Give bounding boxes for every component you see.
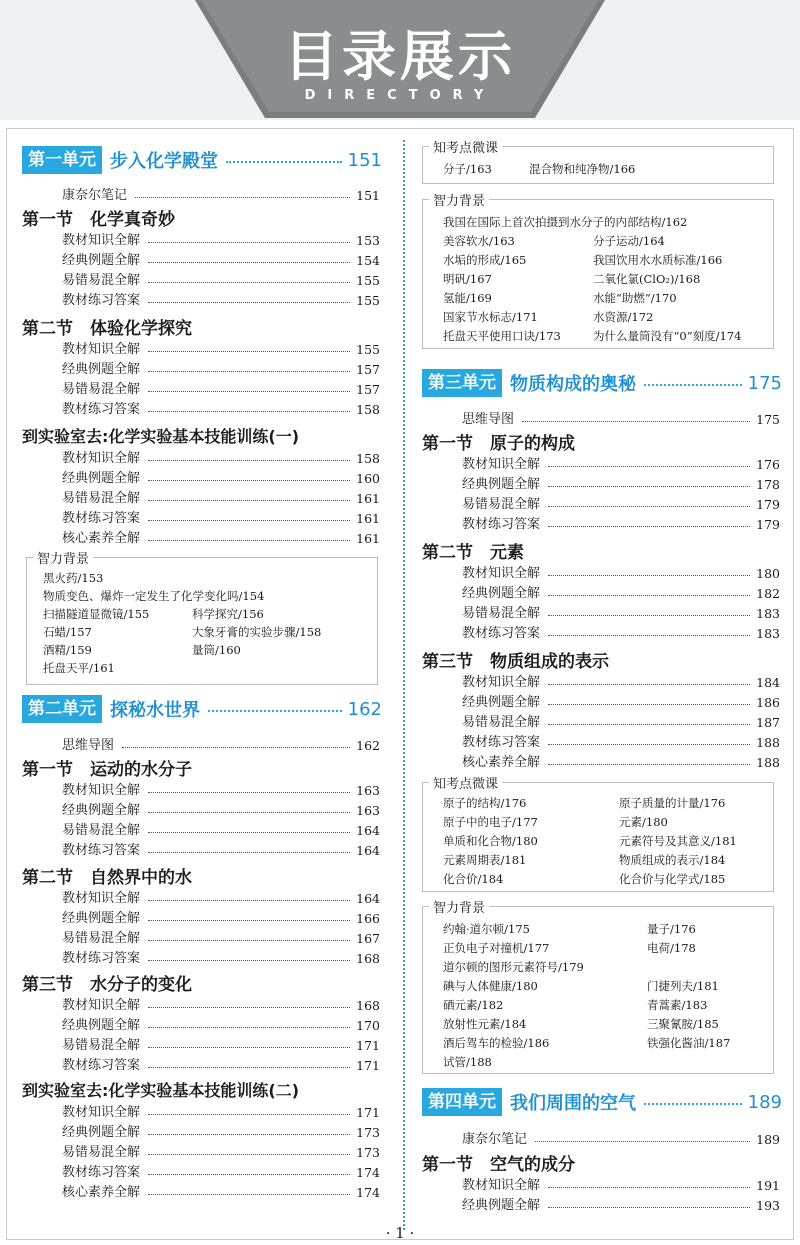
header-banner: [0, 0, 800, 120]
entry-label: 易错易混全解: [462, 497, 541, 512]
unit-page: 151: [347, 149, 382, 171]
leader-dots: [148, 1047, 350, 1048]
entry-page: 189: [756, 1132, 780, 1147]
entry-page: 176: [756, 457, 780, 472]
entry-label: 思维导图: [462, 412, 515, 427]
entry-page: 171: [356, 1038, 380, 1053]
leader-dots: [548, 704, 750, 705]
section-heading[interactable]: 到实验室去:化学实验基本技能训练(二): [22, 1081, 300, 1100]
box-item: 水垢的形成/165: [443, 253, 527, 267]
leader-dots: [148, 460, 350, 461]
box-item: 分子运动/164: [593, 234, 665, 248]
unit-page: 189: [747, 1091, 782, 1113]
box-item: 电荷/178: [647, 941, 696, 955]
entry-label: 教材知识全解: [62, 1105, 141, 1120]
entry-label: 经典例题全解: [462, 695, 541, 710]
entry-page: 158: [356, 402, 380, 417]
box-item: 氢能/169: [443, 291, 492, 305]
toc-entry[interactable]: [422, 452, 780, 472]
toc-entry[interactable]: [22, 993, 380, 1013]
leader-dots: [644, 1095, 742, 1105]
toc-entry[interactable]: [22, 288, 380, 308]
entry-page: 187: [756, 715, 780, 730]
leader-dots: [148, 940, 350, 941]
box-item: 门捷列夫/181: [647, 979, 719, 993]
box-item: 托盘天平/161: [43, 661, 115, 675]
entry-label: 经典例题全解: [62, 253, 141, 268]
box-item: 物质组成的表示/184: [619, 853, 726, 867]
entry-page: 191: [756, 1178, 780, 1193]
entry-label: 经典例题全解: [462, 586, 541, 601]
entry-label: 教材练习答案: [62, 1165, 141, 1180]
header-title: 目录展示: [284, 25, 516, 88]
entry-page: 157: [356, 382, 380, 397]
entry-page: 173: [356, 1145, 380, 1160]
toc-entry[interactable]: [22, 1100, 380, 1120]
box-item: 化合价与化学式/185: [619, 872, 726, 886]
leader-dots: [148, 500, 350, 501]
toc-entry[interactable]: [422, 601, 780, 621]
toc-entry[interactable]: [22, 1180, 380, 1200]
leader-dots: [548, 466, 750, 467]
entry-label: 教材练习答案: [62, 843, 141, 858]
toc-entry[interactable]: [22, 798, 380, 818]
entry-label: 易错易混全解: [62, 931, 141, 946]
box-item: 道尔顿的图形元素符号/179: [443, 960, 584, 974]
box-item: 量筒/160: [192, 643, 241, 657]
box-item: 铁强化酱油/187: [647, 1036, 731, 1050]
leader-dots: [548, 575, 750, 576]
section-heading[interactable]: 第一节 空气的成分: [422, 1155, 575, 1175]
box-item: 正负电子对撞机/177: [443, 941, 550, 955]
entry-label: 经典例题全解: [62, 1125, 141, 1140]
box-item: 化合价/184: [443, 872, 504, 886]
leader-dots: [148, 900, 350, 901]
unit-heading[interactable]: [422, 1087, 782, 1117]
box-item: 三聚氰胺/185: [647, 1017, 719, 1031]
box-title: 知考点微课: [429, 137, 502, 156]
toc-entry[interactable]: [422, 1173, 780, 1193]
entry-page: 179: [756, 497, 780, 512]
entry-label: 思维导图: [62, 738, 115, 753]
leader-dots: [548, 684, 750, 685]
entry-label: 教材知识全解: [462, 675, 541, 690]
entry-label: 教材练习答案: [462, 626, 541, 641]
box-item: 原子质量的计量/176: [619, 796, 726, 810]
unit-title: 步入化学殿堂: [110, 151, 218, 172]
toc-entry[interactable]: [22, 377, 380, 397]
entry-page: 180: [756, 566, 780, 581]
box-item: 青蒿素/183: [647, 998, 708, 1012]
box-item: 二氧化氯(ClO₂)/168: [593, 272, 701, 286]
leader-dots: [548, 526, 750, 527]
entry-page: 171: [356, 1058, 380, 1073]
leader-dots: [148, 1174, 350, 1175]
unit-title: 探秘水世界: [110, 700, 200, 721]
entry-label: 核心素养全解: [62, 1185, 141, 1200]
leader-dots: [148, 391, 350, 392]
leader-dots: [148, 520, 350, 521]
toc-entry[interactable]: [422, 407, 780, 427]
leader-dots: [548, 764, 750, 765]
leader-dots: [148, 1154, 350, 1155]
entry-label: 易错易混全解: [62, 491, 141, 506]
entry-label: 教材练习答案: [62, 402, 141, 417]
leader-dots: [548, 1187, 750, 1188]
section-heading[interactable]: 第二节 元素: [422, 543, 524, 563]
entry-page: 161: [356, 491, 380, 506]
toc-entry[interactable]: [22, 838, 380, 858]
entry-page: 184: [756, 675, 780, 690]
entry-label: 教材知识全解: [62, 451, 141, 466]
toc-entry[interactable]: [22, 1120, 380, 1140]
unit-heading[interactable]: [422, 368, 782, 398]
info-box: [422, 901, 774, 1074]
toc-entry[interactable]: [22, 466, 380, 486]
entry-label: 经典例题全解: [62, 803, 141, 818]
box-title: 智力背景: [429, 897, 489, 916]
toc-entry[interactable]: [22, 946, 380, 966]
unit-tag: 第一单元: [22, 146, 102, 174]
entry-page: 174: [356, 1185, 380, 1200]
entry-label: 易错易混全解: [62, 1038, 141, 1053]
box-item: 原子的结构/176: [443, 796, 527, 810]
info-box: [422, 141, 774, 184]
unit-title: 物质构成的奥秘: [510, 374, 636, 395]
box-title: 智力背景: [429, 190, 489, 209]
box-item: 硒元素/182: [443, 998, 504, 1012]
entry-page: 153: [356, 233, 380, 248]
leader-dots: [148, 242, 350, 243]
entry-label: 易错易混全解: [462, 606, 541, 621]
entry-label: 教材知识全解: [62, 783, 141, 798]
box-item: 元素符号及其意义/181: [619, 834, 737, 848]
toc-entry[interactable]: [22, 526, 380, 546]
toc-entry[interactable]: [422, 750, 780, 770]
toc-entry[interactable]: [22, 268, 380, 288]
box-item: 物质变色、爆炸一定发生了化学变化吗/154: [43, 589, 265, 603]
box-item: 碘与人体健康/180: [443, 979, 538, 993]
box-item: 我国在国际上首次拍摄到水分子的内部结构/162: [443, 215, 688, 229]
box-item: 美容软水/163: [443, 234, 515, 248]
toc-entry[interactable]: [22, 183, 380, 203]
toc-entry[interactable]: [22, 1053, 380, 1073]
section-heading[interactable]: 第三节 物质组成的表示: [422, 652, 609, 672]
toc-entry[interactable]: [22, 926, 380, 946]
box-item: 放射性元素/184: [443, 1017, 527, 1031]
entry-page: 188: [756, 755, 780, 770]
column-divider: [403, 140, 405, 1230]
toc-entry[interactable]: [22, 228, 380, 248]
entry-page: 163: [356, 783, 380, 798]
toc-entry[interactable]: [422, 492, 780, 512]
unit-title: 我们周围的空气: [510, 1093, 636, 1114]
entry-page: 166: [356, 911, 380, 926]
entry-label: 康奈尔笔记: [462, 1132, 528, 1147]
toc-entry[interactable]: [22, 506, 380, 526]
section-heading[interactable]: 第三节 水分子的变化: [22, 975, 192, 995]
toc-entry[interactable]: [422, 730, 780, 750]
entry-page: 164: [356, 891, 380, 906]
leader-dots: [148, 411, 350, 412]
leader-dots: [548, 615, 750, 616]
entry-page: 188: [756, 735, 780, 750]
entry-page: 175: [756, 412, 780, 427]
entry-page: 161: [356, 531, 380, 546]
unit-heading[interactable]: [22, 145, 382, 175]
entry-page: 161: [356, 511, 380, 526]
leader-dots: [548, 486, 750, 487]
box-item: 水能“助燃”/170: [593, 291, 677, 305]
toc-entry[interactable]: [22, 733, 380, 753]
box-item: 水资源/172: [593, 310, 654, 324]
entry-label: 易错易混全解: [62, 1145, 141, 1160]
entry-page: 158: [356, 451, 380, 466]
toc-entry[interactable]: [422, 621, 780, 641]
leader-dots: [148, 960, 350, 961]
leader-dots: [148, 262, 350, 263]
leader-dots: [148, 1114, 350, 1115]
box-item: 试管/188: [443, 1055, 492, 1069]
entry-page: 167: [356, 931, 380, 946]
entry-label: 核心素养全解: [462, 755, 541, 770]
section-heading[interactable]: 第一节 原子的构成: [422, 434, 575, 454]
box-item: 混合物和纯净物/166: [529, 162, 636, 176]
entry-page: 155: [356, 342, 380, 357]
entry-page: 168: [356, 951, 380, 966]
entry-page: 151: [356, 188, 380, 203]
entry-page: 170: [356, 1018, 380, 1033]
entry-label: 教材练习答案: [62, 293, 141, 308]
entry-label: 教材知识全解: [62, 233, 141, 248]
header-subtitle: DIRECTORY: [304, 88, 496, 103]
entry-label: 教材练习答案: [462, 517, 541, 532]
leader-dots: [148, 812, 350, 813]
leader-dots: [644, 376, 742, 386]
toc-entry[interactable]: [22, 1140, 380, 1160]
box-item: 酒后驾车的检验/186: [443, 1036, 550, 1050]
info-box: [422, 777, 774, 892]
leader-dots: [148, 1194, 350, 1195]
entry-label: 教材知识全解: [62, 342, 141, 357]
toc-entry[interactable]: [22, 248, 380, 268]
leader-dots: [535, 1141, 750, 1142]
toc-entry[interactable]: [422, 1127, 780, 1147]
entry-label: 经典例题全解: [462, 1198, 541, 1213]
entry-page: 186: [756, 695, 780, 710]
entry-page: 171: [356, 1105, 380, 1120]
box-item: 科学探究/156: [192, 607, 264, 621]
leader-dots: [226, 153, 342, 163]
entry-page: 193: [756, 1198, 780, 1213]
entry-label: 教材知识全解: [62, 891, 141, 906]
unit-tag: 第四单元: [422, 1088, 502, 1116]
entry-page: 174: [356, 1165, 380, 1180]
toc-entry[interactable]: [422, 512, 780, 532]
toc-entry[interactable]: [22, 778, 380, 798]
box-item: 黑火药/153: [43, 571, 104, 585]
box-title: 智力背景: [33, 548, 93, 567]
entry-label: 经典例题全解: [62, 471, 141, 486]
toc-entry[interactable]: [22, 818, 380, 838]
leader-dots: [135, 197, 350, 198]
entry-page: 183: [756, 626, 780, 641]
entry-label: 教材练习答案: [462, 735, 541, 750]
entry-page: 178: [756, 477, 780, 492]
box-item: 明矾/167: [443, 272, 492, 286]
leader-dots: [548, 744, 750, 745]
toc-entry[interactable]: [22, 337, 380, 357]
box-item: 量子/176: [647, 922, 696, 936]
box-item: 为什么量筒没有“0”刻度/174: [593, 329, 742, 343]
entry-label: 教材练习答案: [62, 1058, 141, 1073]
leader-dots: [148, 371, 350, 372]
box-item: 单质和化合物/180: [443, 834, 538, 848]
leader-dots: [148, 1067, 350, 1068]
entry-label: 核心素养全解: [62, 531, 141, 546]
entry-page: 173: [356, 1125, 380, 1140]
entry-label: 教材知识全解: [462, 457, 541, 472]
leader-dots: [148, 351, 350, 352]
box-item: 约翰·道尔顿/175: [443, 922, 530, 936]
leader-dots: [548, 1207, 750, 1208]
leader-dots: [548, 506, 750, 507]
leader-dots: [148, 282, 350, 283]
box-title: 知考点微课: [429, 773, 502, 792]
entry-page: 183: [756, 606, 780, 621]
toc-entry[interactable]: [422, 690, 780, 710]
section-heading[interactable]: 第一节 化学真奇妙: [22, 210, 175, 230]
leader-dots: [148, 480, 350, 481]
toc-entry[interactable]: [22, 1013, 380, 1033]
leader-dots: [148, 540, 350, 541]
entry-page: 154: [356, 253, 380, 268]
section-heading[interactable]: 第二节 体验化学探究: [22, 319, 192, 339]
entry-page: 164: [356, 823, 380, 838]
entry-label: 易错易混全解: [62, 382, 141, 397]
entry-label: 易错易混全解: [62, 823, 141, 838]
section-heading[interactable]: 第二节 自然界中的水: [22, 868, 192, 888]
unit-tag: 第三单元: [422, 369, 502, 397]
leader-dots: [148, 832, 350, 833]
entry-label: 教材知识全解: [462, 566, 541, 581]
entry-page: 155: [356, 293, 380, 308]
toc-entry[interactable]: [422, 472, 780, 492]
entry-page: 162: [356, 738, 380, 753]
leader-dots: [122, 747, 350, 748]
toc-entry[interactable]: [422, 561, 780, 581]
entry-label: 经典例题全解: [62, 1018, 141, 1033]
leader-dots: [548, 595, 750, 596]
entry-label: 易错易混全解: [62, 273, 141, 288]
toc-entry[interactable]: [22, 486, 380, 506]
unit-tag: 第二单元: [22, 695, 102, 723]
entry-label: 经典例题全解: [462, 477, 541, 492]
toc-entry[interactable]: [422, 1193, 780, 1213]
box-item: 原子中的电子/177: [443, 815, 538, 829]
box-item: 我国饮用水水质标准/166: [593, 253, 723, 267]
info-box: [422, 194, 774, 349]
entry-page: 182: [756, 586, 780, 601]
entry-label: 教材练习答案: [62, 511, 141, 526]
box-item: 分子/163: [443, 162, 492, 176]
box-item: 国家节水标志/171: [443, 310, 538, 324]
entry-label: 教材知识全解: [462, 1178, 541, 1193]
entry-label: 教材知识全解: [62, 998, 141, 1013]
leader-dots: [548, 635, 750, 636]
leader-dots: [208, 702, 342, 712]
toc-entry[interactable]: [22, 446, 380, 466]
entry-page: 163: [356, 803, 380, 818]
box-item: 扫描隧道显微镜/155: [43, 607, 150, 621]
toc-entry[interactable]: [422, 581, 780, 601]
leader-dots: [148, 1007, 350, 1008]
leader-dots: [148, 792, 350, 793]
unit-heading[interactable]: [22, 694, 382, 724]
entry-label: 教材练习答案: [62, 951, 141, 966]
box-item: 托盘天平使用口诀/173: [443, 329, 561, 343]
entry-page: 179: [756, 517, 780, 532]
leader-dots: [522, 421, 750, 422]
entry-page: 160: [356, 471, 380, 486]
box-item: 元素/180: [619, 815, 668, 829]
entry-label: 康奈尔笔记: [62, 188, 128, 203]
entry-label: 经典例题全解: [62, 362, 141, 377]
leader-dots: [148, 920, 350, 921]
toc-entry[interactable]: [422, 670, 780, 690]
info-box: [26, 552, 378, 685]
toc-entry[interactable]: [22, 357, 380, 377]
box-item: 石蜡/157: [43, 625, 92, 639]
unit-page: 175: [747, 372, 782, 394]
leader-dots: [548, 724, 750, 725]
leader-dots: [148, 852, 350, 853]
box-item: 大象牙膏的实验步骤/158: [192, 625, 322, 639]
toc-entry[interactable]: [22, 1033, 380, 1053]
entry-label: 经典例题全解: [62, 911, 141, 926]
toc-entry[interactable]: [422, 710, 780, 730]
page-number: · 1 ·: [385, 1224, 415, 1242]
toc-entry[interactable]: [22, 886, 380, 906]
unit-page: 162: [347, 698, 382, 720]
box-item: 元素周期表/181: [443, 853, 527, 867]
section-heading[interactable]: 到实验室去:化学实验基本技能训练(一): [22, 427, 300, 446]
box-item: 酒精/159: [43, 643, 92, 657]
section-heading[interactable]: 第一节 运动的水分子: [22, 760, 192, 780]
leader-dots: [148, 302, 350, 303]
toc-entry[interactable]: [22, 397, 380, 417]
leader-dots: [148, 1027, 350, 1028]
entry-page: 155: [356, 273, 380, 288]
toc-entry[interactable]: [22, 906, 380, 926]
entry-page: 168: [356, 998, 380, 1013]
entry-page: 157: [356, 362, 380, 377]
entry-label: 易错易混全解: [462, 715, 541, 730]
entry-page: 164: [356, 843, 380, 858]
toc-entry[interactable]: [22, 1160, 380, 1180]
leader-dots: [148, 1134, 350, 1135]
